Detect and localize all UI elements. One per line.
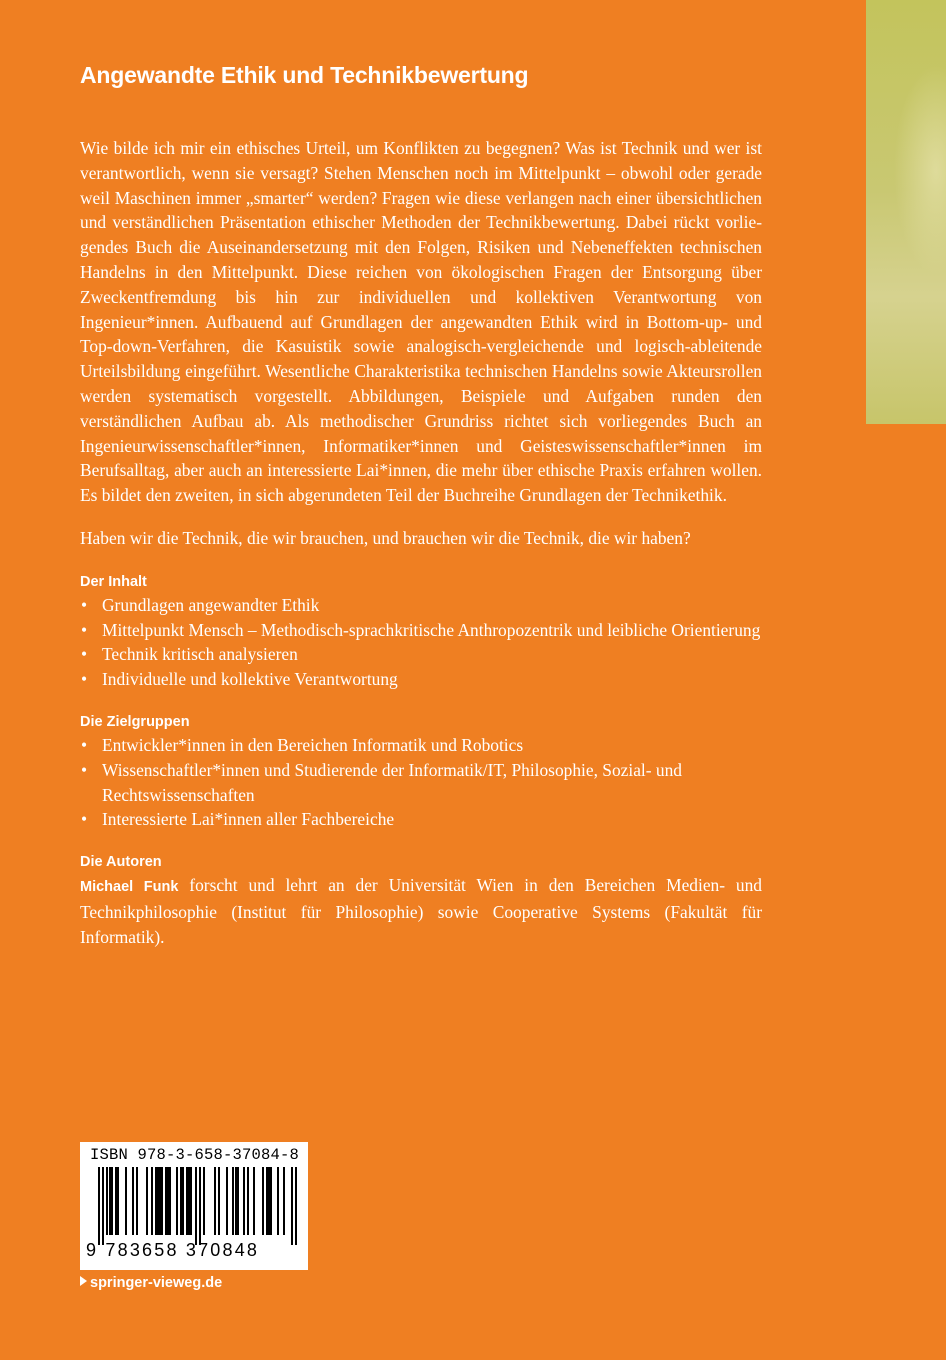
- barcode-bar: [203, 1167, 205, 1235]
- inhalt-heading: Der Inhalt: [80, 573, 147, 590]
- inhalt-list: [80, 593, 762, 692]
- publisher-url: springer-vieweg.de: [90, 1275, 223, 1291]
- barcode-digits: 9 783658 370848: [86, 1240, 260, 1260]
- cover-image-strip: [866, 0, 946, 424]
- barcode-bar: [182, 1167, 184, 1235]
- barcode-bar: [283, 1167, 285, 1235]
- zielgruppen-heading: Die Zielgruppen: [80, 713, 190, 730]
- barcode-bar: [146, 1167, 148, 1235]
- barcode-bar: [291, 1167, 293, 1245]
- barcode-bar: [270, 1167, 272, 1235]
- blurb-content: [80, 136, 762, 950]
- barcode-bar: [117, 1167, 119, 1235]
- book-title: Angewandte Ethik und Technikbewertung: [80, 62, 529, 88]
- barcode-bar: [136, 1167, 138, 1235]
- list-item: • Individuelle und kollektive Verantwortung: [80, 667, 762, 692]
- barcode-bar: [218, 1167, 220, 1235]
- isbn-barcode: [80, 1142, 308, 1270]
- author-name: Michael Funk: [80, 879, 179, 896]
- intro-paragraph: Wie bilde ich mir ein ethisches Urteil, um Konflikten zu begegnen? Was ist Technik und wer ist verantwortlich, wenn sie versagt? Stehen Menschen noch im Mittelpunkt – obwohl oder gerade weil Maschinen immer „smarter“ werden? Fragen wie diese verlangen nach einer übersichtlichen und verständlichen Präsentation ethischer Methoden der Technikbewertung. Dabei rückt vorliegendes Buch die Auseinandersetzung mit den Folgen, Risiken und Nebeneffekten technischen Handelns in den Mittelpunkt. Diese reichen von ökologischen Fragen der Entsorgung über Zweckentfremdung bis hin zur individuellen und kollektiven Verantwortung von Ingenieur*innen. Aufbauend auf Grundlagen der angewandten Ethik wird in Bottom-up- und Top-down-Verfahren, die Kasuistik sowie analogisch-vergleichende und logisch-ableitende Urteilsbildung eingeführt. Wesentliche Charakteristika technischen Handelns sowie Akteursrollen werden systematisch vorgestellt. Abbildungen, Beispiele und Aufgaben runden den verständlichen Aufbau ab. Als methodischer Grundriss richtet sich vorliegendes Buch an Ingenieurwissenschaftler*innen, Informatiker*innen und Geisteswissenschaftler*innen im Berufsalltag, aber auch an interessierte Lai*innen, die mehr über ethische Praxis erfahren wollen. Es bildet den zweiten, in sich abgerundeten Teil der Buchreihe Grundlagen der Technikethik.: [80, 138, 762, 506]
- autoren-heading: Die Autoren: [80, 854, 162, 871]
- zielgruppen-list: [80, 733, 762, 832]
- barcode-bar: [195, 1167, 197, 1245]
- barcode-bar: [247, 1167, 249, 1235]
- barcode-bars: [98, 1167, 304, 1245]
- barcode-bar: [125, 1167, 127, 1235]
- author-bio-text: forscht und lehrt an der Universität Wien in den Bereichen Medien- und Technikphilosophie (Institut für Philosophie) sowie Cooperative Systems (Fakultät für Informatik).: [80, 875, 762, 947]
- arrow-icon: [80, 1276, 87, 1286]
- isbn-label: ISBN 978-3-658-37084-8: [90, 1146, 300, 1164]
- barcode-bar: [199, 1167, 201, 1245]
- barcode-bar: [161, 1167, 163, 1235]
- barcode-bar: [277, 1167, 279, 1235]
- barcode-bar: [98, 1167, 100, 1245]
- barcode-bar: [102, 1167, 104, 1245]
- cover-image-highlight: [866, 0, 946, 424]
- barcode-bar: [111, 1167, 113, 1235]
- list-item: • Grundlagen angewandter Ethik: [80, 593, 762, 618]
- barcode-bar: [151, 1167, 153, 1235]
- list-item: • Interessierte Lai*innen aller Fachbereiche: [80, 807, 762, 832]
- barcode-bar: [295, 1167, 297, 1245]
- list-item: • Wissenschaftler*innen und Studierende der Informatik/IT, Philosophie, Sozial- und Rechtswissenschaften: [80, 758, 762, 808]
- barcode-bar: [253, 1167, 255, 1235]
- barcode-bar: [243, 1167, 245, 1235]
- list-item: • Mittelpunkt Mensch – Methodisch-sprachkritische Anthropozentrik und leibliche Orientierung: [80, 618, 762, 643]
- intro-question: Haben wir die Technik, die wir brauchen, und brauchen wir die Technik, die wir haben?: [80, 527, 691, 548]
- barcode-bar: [169, 1167, 171, 1235]
- barcode-bar: [190, 1167, 192, 1235]
- barcode-bar: [226, 1167, 228, 1235]
- barcode-bar: [214, 1167, 216, 1235]
- barcode-bar: [262, 1167, 264, 1235]
- list-item: • Entwickler*innen in den Bereichen Informatik und Robotics: [80, 733, 762, 758]
- barcode-bar: [132, 1167, 134, 1235]
- list-item: • Technik kritisch analysieren: [80, 642, 762, 667]
- publisher-link[interactable]: [80, 1275, 222, 1291]
- barcode-bar: [237, 1167, 239, 1235]
- barcode-bar: [176, 1167, 178, 1235]
- author-bio: [80, 873, 762, 949]
